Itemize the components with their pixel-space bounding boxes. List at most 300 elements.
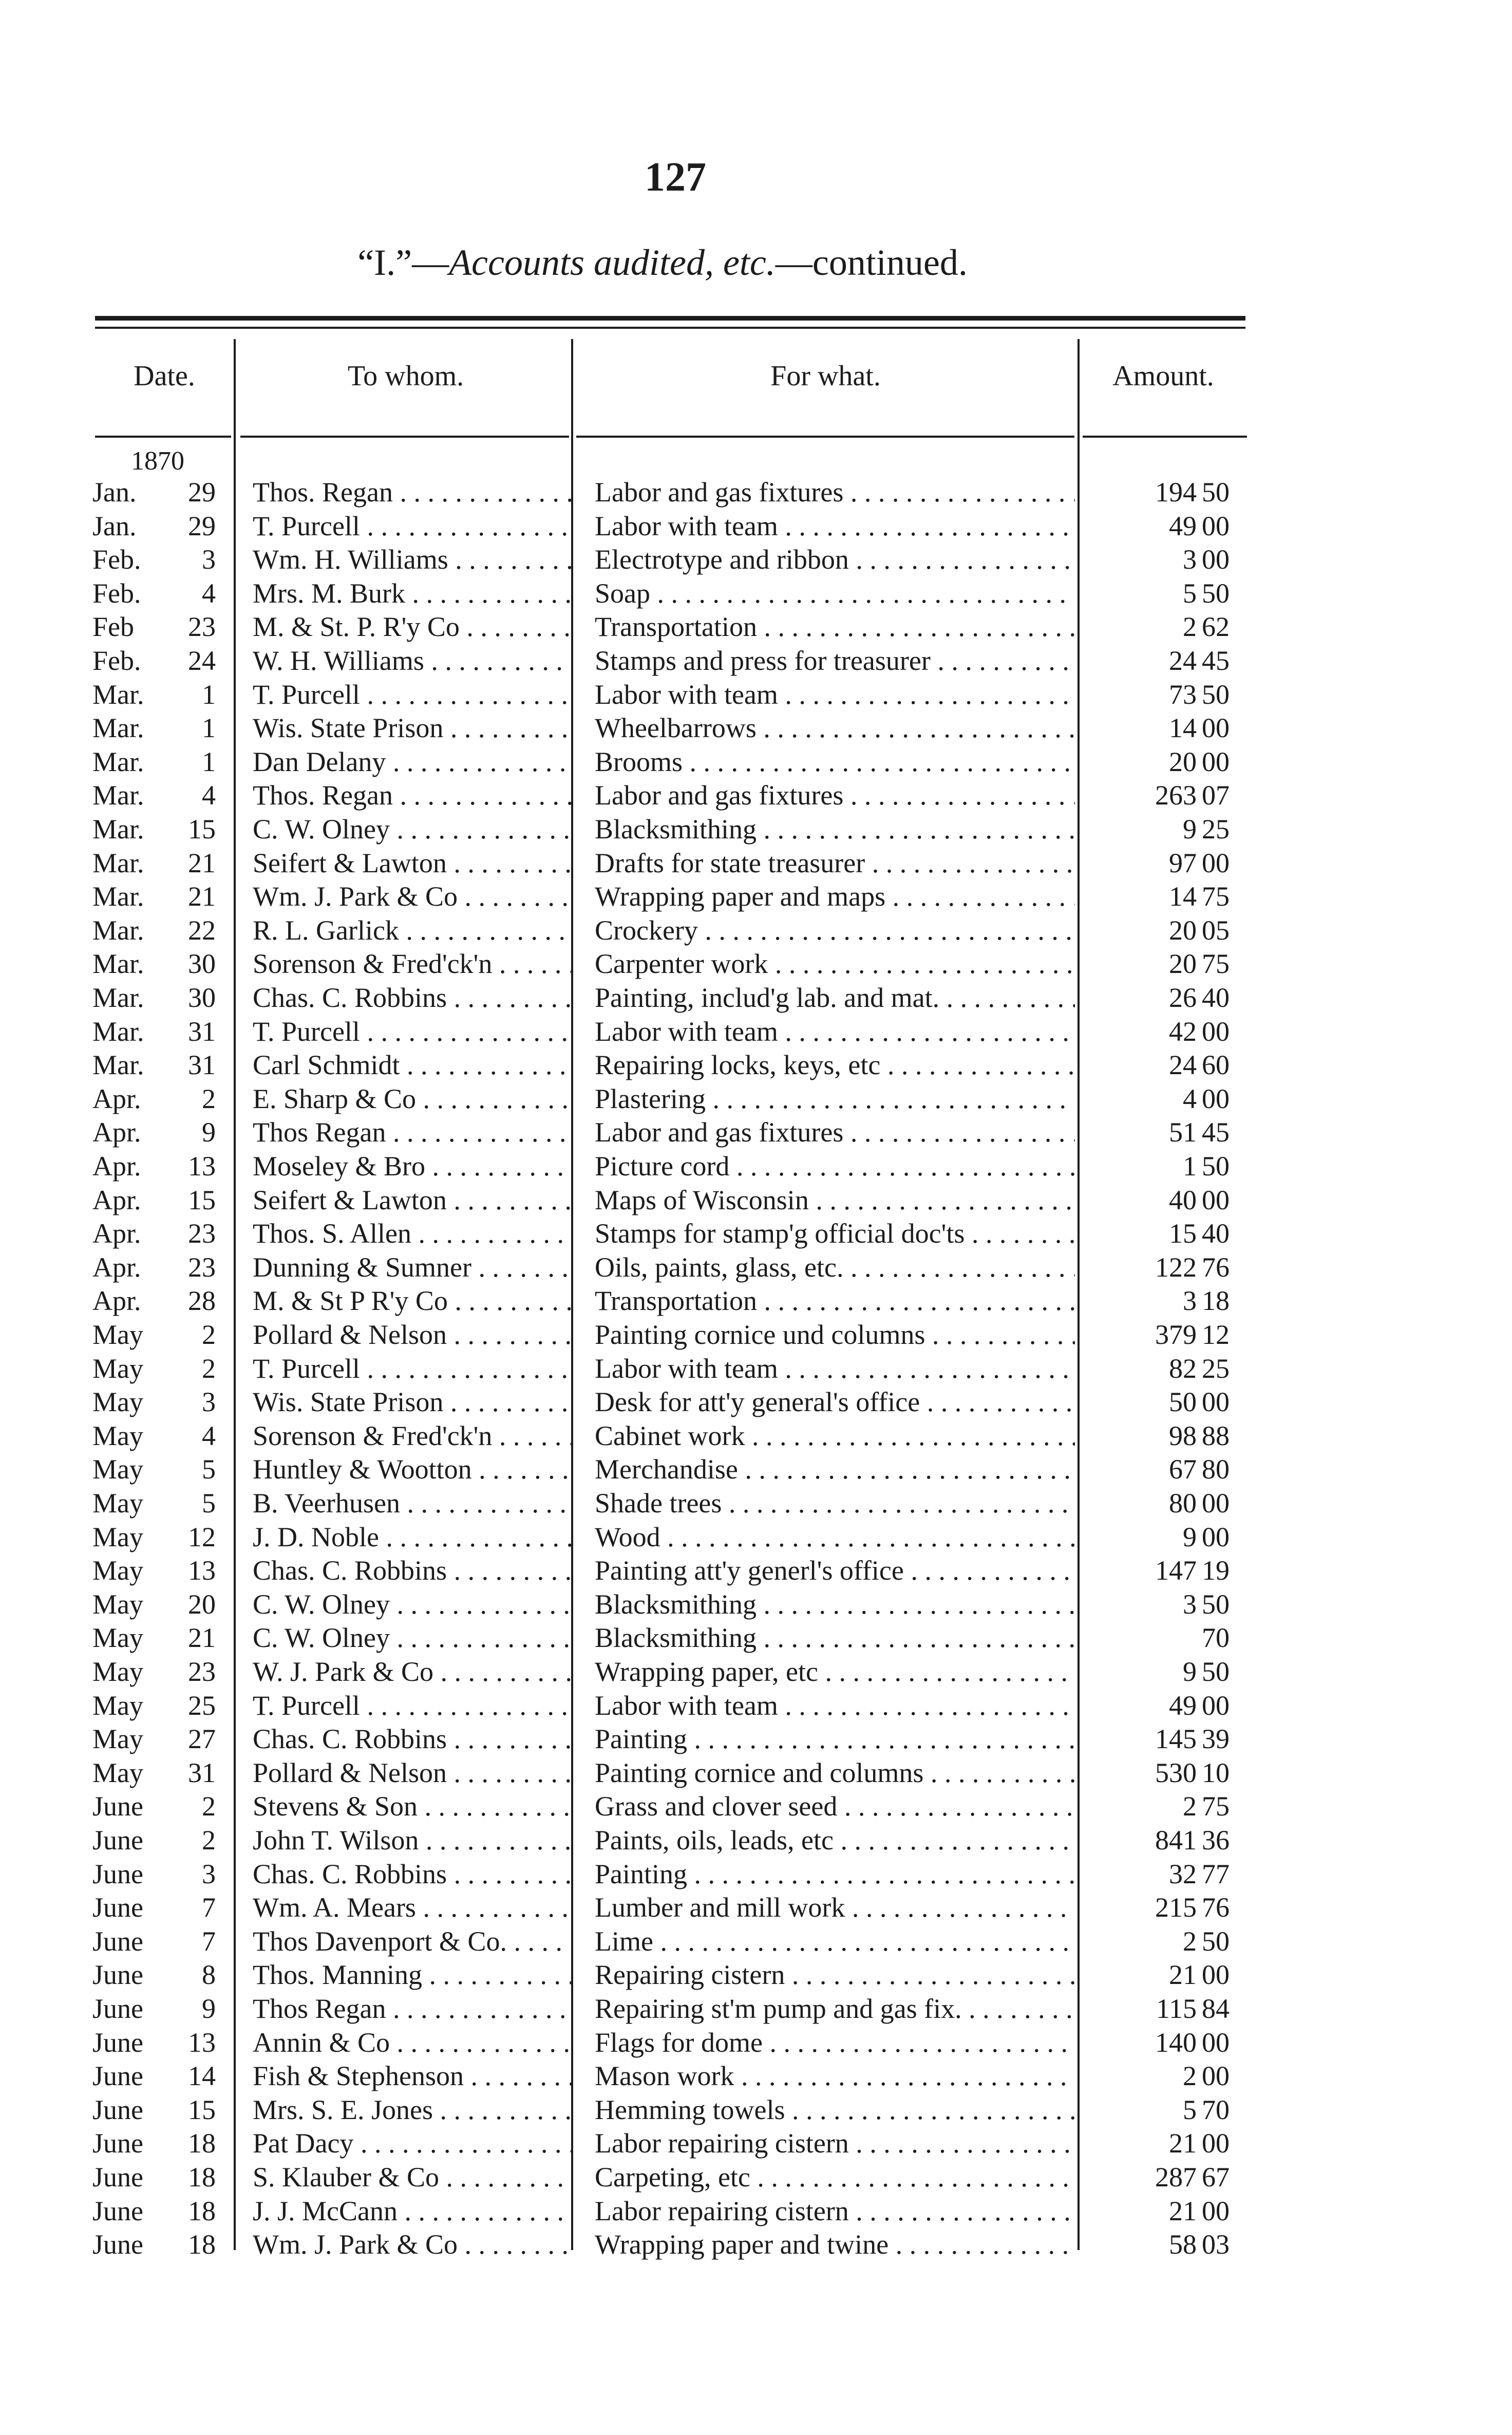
table-row xyxy=(0,1419,1512,1453)
entry-dollars: 14 xyxy=(1169,713,1197,743)
entry-to-whom xyxy=(253,981,571,1015)
entry-day: 24 xyxy=(188,645,216,676)
entry-dollars: 5 xyxy=(1183,2094,1197,2125)
entry-to-whom xyxy=(253,1553,571,1587)
entry-for-what-text: Stamps for stamp'g official doc'ts xyxy=(595,1218,965,1249)
entry-for-what-text: Labor with team xyxy=(595,1353,778,1384)
entry-for-what xyxy=(595,1486,1075,1520)
entry-dollars: 98 xyxy=(1169,1420,1197,1451)
entry-day: 5 xyxy=(202,1488,216,1519)
entry-day: 9 xyxy=(202,1117,216,1148)
entry-dollars: 51 xyxy=(1169,1117,1197,1148)
entry-month: May xyxy=(92,1622,143,1653)
table-row xyxy=(0,1284,1512,1318)
entry-for-what-text: Grass and clover seed xyxy=(595,1791,838,1822)
entry-for-what xyxy=(595,2026,1075,2059)
entry-to-whom-text: Seifert & Lawton xyxy=(253,848,447,878)
entry-for-what xyxy=(595,1992,1075,2026)
entry-dollars: 145 xyxy=(1155,1724,1197,1754)
table-row xyxy=(0,2160,1512,2194)
entry-day: 29 xyxy=(188,511,216,541)
header-date: Date. xyxy=(134,360,195,392)
entry-day: 23 xyxy=(188,1252,216,1283)
entry-month: June xyxy=(92,1993,143,2024)
entry-to-whom xyxy=(253,1115,571,1149)
entry-to-whom-text: Chas. C. Robbins xyxy=(253,1724,447,1754)
entry-for-what xyxy=(595,1553,1075,1587)
entry-to-whom xyxy=(253,509,571,543)
entry-to-whom-text: C. W. Olney xyxy=(253,1589,390,1620)
entry-to-whom-text: Moseley & Bro xyxy=(253,1151,425,1182)
entry-for-what-text: Painting att'y generl's office xyxy=(595,1555,904,1586)
entry-cents: 00 xyxy=(1202,2027,1230,2058)
entry-to-whom-text: Thos. Manning xyxy=(253,1959,422,1990)
entry-day: 18 xyxy=(188,2196,216,2226)
entry-for-what xyxy=(595,1352,1075,1385)
entry-dollars: 42 xyxy=(1169,1016,1197,1047)
table-row xyxy=(0,610,1512,644)
entry-to-whom-text: M. & St. P. R'y Co xyxy=(253,611,460,642)
entry-day: 9 xyxy=(202,1993,216,2024)
entry-for-what xyxy=(595,1284,1075,1318)
entry-month: Jan. xyxy=(92,511,137,541)
entry-dollars: 67 xyxy=(1169,1454,1197,1485)
entry-for-what xyxy=(595,1689,1075,1722)
table-row xyxy=(0,1250,1512,1284)
entry-dollars: 530 xyxy=(1155,1757,1197,1788)
entry-to-whom-text: Thos Davenport & Co. xyxy=(253,1926,507,1957)
entry-to-whom xyxy=(253,1890,571,1924)
entry-dollars: 21 xyxy=(1169,2128,1197,2159)
entry-to-whom xyxy=(253,1216,571,1250)
entry-cents: 39 xyxy=(1202,1724,1230,1754)
entry-to-whom-text: Dan Delany xyxy=(253,746,386,777)
entry-to-whom-text: T. Purcell xyxy=(253,1016,360,1047)
entry-month: Mar. xyxy=(92,780,144,811)
entry-month: May xyxy=(92,1353,143,1384)
entry-to-whom xyxy=(253,2126,571,2160)
entry-to-whom xyxy=(253,1587,571,1621)
entry-dollars: 140 xyxy=(1155,2027,1197,2058)
entry-cents: 40 xyxy=(1202,1218,1230,1249)
table-row xyxy=(0,1318,1512,1352)
page-title-prefix: “I.”— xyxy=(357,242,449,283)
entry-dollars: 263 xyxy=(1155,780,1197,811)
entry-cents: 45 xyxy=(1202,645,1230,676)
table-row xyxy=(0,2026,1512,2059)
entry-for-what xyxy=(595,2059,1075,2093)
entry-for-what-text: Cabinet work xyxy=(595,1420,745,1451)
table-row xyxy=(0,1992,1512,2026)
entry-cents: 50 xyxy=(1202,578,1230,609)
entry-to-whom xyxy=(253,2093,571,2127)
entry-cents: 00 xyxy=(1202,544,1230,575)
entry-for-what xyxy=(595,1318,1075,1352)
entry-for-what-text: Hemming towels xyxy=(595,2094,785,2125)
entry-cents: 25 xyxy=(1202,814,1230,845)
entry-month: Apr. xyxy=(92,1083,141,1114)
entry-month: Mar. xyxy=(92,848,144,878)
entry-month: June xyxy=(92,2061,143,2091)
entry-day: 31 xyxy=(188,1757,216,1788)
entry-to-whom-text: Pollard & Nelson xyxy=(253,1319,447,1350)
entry-cents: 03 xyxy=(1202,2229,1230,2260)
entry-for-what-text: Wrapping paper and maps xyxy=(595,881,886,912)
entry-dollars: 841 xyxy=(1155,1825,1197,1856)
entry-month: Mar. xyxy=(92,1016,144,1047)
entry-month: Mar. xyxy=(92,1050,144,1080)
entry-month: June xyxy=(92,1791,143,1822)
table-row xyxy=(0,947,1512,981)
entry-month: Feb xyxy=(92,611,134,642)
entry-day: 3 xyxy=(202,544,216,575)
entry-cents: 67 xyxy=(1202,2162,1230,2193)
entry-dollars: 58 xyxy=(1169,2229,1197,2260)
entry-for-what-text: Wheelbarrows xyxy=(595,713,757,743)
table-row xyxy=(0,2194,1512,2228)
entry-to-whom-text: R. L. Garlick xyxy=(253,915,399,946)
entry-for-what xyxy=(595,1452,1075,1486)
entry-for-what xyxy=(595,1756,1075,1790)
entry-month: May xyxy=(92,1757,143,1788)
entry-for-what-text: Crockery xyxy=(595,915,698,946)
entry-for-what-text: Blacksmithing xyxy=(595,814,757,845)
entry-for-what-text: Painting xyxy=(595,1859,688,1889)
entry-day: 2 xyxy=(202,1083,216,1114)
entry-dollars: 80 xyxy=(1169,1488,1197,1519)
entry-month: June xyxy=(92,2128,143,2159)
entry-for-what xyxy=(595,947,1075,981)
entry-to-whom xyxy=(253,913,571,947)
entry-for-what xyxy=(595,1015,1075,1048)
entry-for-what xyxy=(595,610,1075,644)
entry-cents: 50 xyxy=(1202,679,1230,710)
entry-to-whom-text: S. Klauber & Co xyxy=(253,2162,439,2193)
entry-for-what xyxy=(595,1857,1075,1891)
entry-for-what xyxy=(595,1250,1075,1284)
entry-for-what-text: Repairing locks, keys, etc xyxy=(595,1050,881,1080)
entry-dollars: 4 xyxy=(1183,1083,1197,1114)
entry-month: May xyxy=(92,1488,143,1519)
entry-to-whom xyxy=(253,1722,571,1756)
entry-cents: 70 xyxy=(1202,1622,1230,1653)
entry-to-whom-text: T. Purcell xyxy=(253,679,360,710)
entry-month: Jan. xyxy=(92,477,137,508)
entry-for-what xyxy=(595,678,1075,711)
entry-day: 7 xyxy=(202,1926,216,1957)
entry-dollars: 14 xyxy=(1169,881,1197,912)
table-row xyxy=(0,913,1512,947)
entry-cents: 00 xyxy=(1202,1488,1230,1519)
entry-to-whom xyxy=(253,1452,571,1486)
entry-cents: 00 xyxy=(1202,2061,1230,2091)
entry-month: Mar. xyxy=(92,915,144,946)
entry-for-what-text: Lumber and mill work xyxy=(595,1892,845,1923)
entry-for-what xyxy=(595,879,1075,913)
entry-month: May xyxy=(92,1387,143,1417)
entry-day: 4 xyxy=(202,780,216,811)
entry-for-what xyxy=(595,1520,1075,1554)
entry-for-what-text: Blacksmithing xyxy=(595,1589,757,1620)
table-row xyxy=(0,1689,1512,1722)
entry-cents: 00 xyxy=(1202,1083,1230,1114)
entry-dollars: 215 xyxy=(1155,1892,1197,1923)
entry-for-what xyxy=(595,1621,1075,1655)
entry-to-whom-text: Mrs. S. E. Jones xyxy=(253,2094,433,2125)
entry-dollars: 50 xyxy=(1169,1387,1197,1417)
entry-dollars: 73 xyxy=(1169,679,1197,710)
entry-cents: 40 xyxy=(1202,982,1230,1013)
entry-day: 7 xyxy=(202,1892,216,1923)
entry-for-what xyxy=(595,812,1075,846)
entry-day: 18 xyxy=(188,2229,216,2260)
entry-cents: 88 xyxy=(1202,1420,1230,1451)
entry-dollars: 20 xyxy=(1169,915,1197,946)
entry-to-whom-text: T. Purcell xyxy=(253,511,360,541)
entry-dollars: 40 xyxy=(1169,1185,1197,1215)
entry-day: 23 xyxy=(188,1218,216,1249)
entry-month: Apr. xyxy=(92,1185,141,1215)
entry-cents: 76 xyxy=(1202,1892,1230,1923)
entry-month: May xyxy=(92,1690,143,1721)
entry-for-what xyxy=(595,711,1075,745)
entry-day: 13 xyxy=(188,1555,216,1586)
entry-month: June xyxy=(92,1859,143,1889)
entry-for-what xyxy=(595,1722,1075,1756)
entry-to-whom xyxy=(253,947,571,981)
entry-month: May xyxy=(92,1454,143,1485)
table-row xyxy=(0,1352,1512,1385)
entry-for-what xyxy=(595,778,1075,812)
entry-for-what-text: Labor with team xyxy=(595,1690,778,1721)
entry-cents: 00 xyxy=(1202,1690,1230,1721)
entry-to-whom xyxy=(253,1284,571,1318)
entry-for-what-text: Painting, includ'g lab. and mat. xyxy=(595,982,940,1013)
entry-for-what xyxy=(595,475,1075,509)
entry-for-what-text: Stamps and press for treasurer xyxy=(595,645,931,676)
entry-to-whom-text: J. D. Noble xyxy=(253,1522,379,1552)
entry-day: 2 xyxy=(202,1353,216,1384)
table-row xyxy=(0,1115,1512,1149)
entry-to-whom-text: Huntley & Wootton xyxy=(253,1454,472,1485)
entry-dollars: 24 xyxy=(1169,645,1197,676)
entry-for-what-text: Picture cord xyxy=(595,1151,730,1182)
table-row xyxy=(0,1655,1512,1689)
entry-day: 8 xyxy=(202,1959,216,1990)
entry-month: Mar. xyxy=(92,746,144,777)
entry-dollars: 49 xyxy=(1169,1690,1197,1721)
entry-to-whom-text: J. J. McCann xyxy=(253,2196,398,2226)
entry-month: May xyxy=(92,1522,143,1552)
entry-month: June xyxy=(92,1825,143,1856)
entry-cents: 00 xyxy=(1202,713,1230,743)
entry-day: 2 xyxy=(202,1825,216,1856)
table-row xyxy=(0,2093,1512,2127)
entry-cents: 07 xyxy=(1202,780,1230,811)
table-row xyxy=(0,2227,1512,2261)
entry-to-whom xyxy=(253,1183,571,1217)
entry-for-what xyxy=(595,2194,1075,2228)
entry-to-whom-text: Thos Regan xyxy=(253,1117,386,1148)
entry-month: May xyxy=(92,1420,143,1451)
entry-dollars: 3 xyxy=(1183,1589,1197,1620)
entry-for-what xyxy=(595,1183,1075,1217)
entry-to-whom xyxy=(253,778,571,812)
entry-to-whom-text: Wm. J. Park & Co xyxy=(253,2229,458,2260)
table-row xyxy=(0,1621,1512,1655)
entry-cents: 00 xyxy=(1202,848,1230,878)
entry-for-what-text: Labor and gas fixtures xyxy=(595,780,844,811)
entry-cents: 70 xyxy=(1202,2094,1230,2125)
table-row xyxy=(0,542,1512,576)
entry-for-what xyxy=(595,576,1075,610)
entry-day: 27 xyxy=(188,1724,216,1754)
entry-cents: 19 xyxy=(1202,1555,1230,1586)
entry-for-what xyxy=(595,745,1075,779)
table-row xyxy=(0,1722,1512,1756)
entry-day: 29 xyxy=(188,477,216,508)
entry-dollars: 20 xyxy=(1169,746,1197,777)
entry-month: May xyxy=(92,1656,143,1687)
entry-to-whom-text: Thos. S. Allen xyxy=(253,1218,412,1249)
entry-for-what xyxy=(595,1958,1075,1992)
entry-for-what xyxy=(595,1823,1075,1857)
entry-for-what-text: Carpeting, etc xyxy=(595,2162,750,2193)
entry-dollars: 21 xyxy=(1169,1959,1197,1990)
entry-to-whom-text: Chas. C. Robbins xyxy=(253,1555,447,1586)
entry-dollars: 1 xyxy=(1183,1151,1197,1182)
entry-dollars: 2 xyxy=(1183,2061,1197,2091)
entry-month: June xyxy=(92,1892,143,1923)
entry-to-whom xyxy=(253,542,571,576)
table-row xyxy=(0,644,1512,678)
entry-day: 18 xyxy=(188,2162,216,2193)
entry-to-whom-text: Seifert & Lawton xyxy=(253,1185,447,1215)
entry-to-whom-text: Wm. A. Mears xyxy=(253,1892,416,1923)
entry-day: 28 xyxy=(188,1285,216,1316)
entry-to-whom xyxy=(253,1318,571,1352)
entry-cents: 60 xyxy=(1202,1050,1230,1080)
entry-for-what-text: Maps of Wisconsin xyxy=(595,1185,809,1215)
entry-to-whom-text: Carl Schmidt xyxy=(253,1050,400,1080)
entry-for-what xyxy=(595,2227,1075,2261)
entry-to-whom xyxy=(253,711,571,745)
table-row xyxy=(0,778,1512,812)
entry-to-whom xyxy=(253,576,571,610)
entry-month: Apr. xyxy=(92,1151,141,1182)
entry-for-what-text: Painting xyxy=(595,1724,688,1754)
table-row xyxy=(0,981,1512,1015)
entry-to-whom xyxy=(253,644,571,678)
entry-for-what xyxy=(595,1655,1075,1689)
entry-for-what-text: Electrotype and ribbon xyxy=(595,544,849,575)
table-row xyxy=(0,812,1512,846)
entry-for-what xyxy=(595,1216,1075,1250)
entry-for-what-text: Paints, oils, leads, etc xyxy=(595,1825,834,1856)
entry-day: 23 xyxy=(188,611,216,642)
table-row xyxy=(0,1823,1512,1857)
page-title-italic: Accounts audited, etc. xyxy=(449,242,776,283)
entry-for-what xyxy=(595,1789,1075,1823)
entry-dollars: 82 xyxy=(1169,1353,1197,1384)
entry-cents: 36 xyxy=(1202,1825,1230,1856)
entry-for-what-text: Lime xyxy=(595,1926,653,1957)
entry-cents: 00 xyxy=(1202,746,1230,777)
table-row xyxy=(0,1385,1512,1419)
entry-cents: 00 xyxy=(1202,2128,1230,2159)
entry-to-whom xyxy=(253,1689,571,1722)
entry-to-whom-text: Thos. Regan xyxy=(253,477,393,508)
entry-cents: 50 xyxy=(1202,1151,1230,1182)
entry-to-whom xyxy=(253,2026,571,2059)
entry-to-whom xyxy=(253,1419,571,1453)
table-row xyxy=(0,745,1512,779)
entry-cents: 62 xyxy=(1202,611,1230,642)
entry-month: June xyxy=(92,2027,143,2058)
entry-day: 13 xyxy=(188,1151,216,1182)
entry-dollars: 147 xyxy=(1155,1555,1197,1586)
entry-to-whom-text: Thos Regan xyxy=(253,1993,386,2024)
entry-cents: 00 xyxy=(1202,2196,1230,2226)
entry-month: June xyxy=(92,2229,143,2260)
table-row xyxy=(0,1216,1512,1250)
entry-day: 30 xyxy=(188,982,216,1013)
entry-for-what-text: Repairing st'm pump and gas fix. xyxy=(595,1993,962,2024)
entry-day: 15 xyxy=(188,1185,216,1215)
entry-to-whom xyxy=(253,1250,571,1284)
entry-dollars: 2 xyxy=(1183,1926,1197,1957)
table-row xyxy=(0,1756,1512,1790)
entry-cents: 00 xyxy=(1202,1522,1230,1552)
entry-day: 21 xyxy=(188,848,216,878)
entry-day: 1 xyxy=(202,679,216,710)
entry-to-whom-text: John T. Wilson xyxy=(253,1825,419,1856)
entry-to-whom-text: Sorenson & Fred'ck'n xyxy=(253,1420,493,1451)
entry-cents: 50 xyxy=(1202,477,1230,508)
entry-month: Apr. xyxy=(92,1252,141,1283)
entry-for-what-text: Desk for att'y general's office xyxy=(595,1387,920,1417)
entry-to-whom xyxy=(253,1789,571,1823)
table-row xyxy=(0,1082,1512,1116)
table-row xyxy=(0,1587,1512,1621)
entry-for-what-text: Oils, paints, glass, etc. xyxy=(595,1252,844,1283)
entry-for-what-text: Wood xyxy=(595,1522,660,1552)
entry-month: May xyxy=(92,1555,143,1586)
entry-day: 3 xyxy=(202,1387,216,1417)
table-row xyxy=(0,1015,1512,1048)
entry-month: Feb. xyxy=(92,578,141,609)
entry-for-what-text: Labor with team xyxy=(595,511,778,541)
entry-for-what xyxy=(595,1149,1075,1183)
entry-for-what-text: Labor with team xyxy=(595,1016,778,1047)
entry-month: June xyxy=(92,1959,143,1990)
entry-for-what xyxy=(595,1385,1075,1419)
entry-cents: 77 xyxy=(1202,1859,1230,1889)
entry-for-what xyxy=(595,981,1075,1015)
entry-for-what-text: Mason work xyxy=(595,2061,734,2091)
entry-day: 5 xyxy=(202,1454,216,1485)
entry-month: Apr. xyxy=(92,1285,141,1316)
entry-day: 4 xyxy=(202,1420,216,1451)
entry-for-what-text: Painting cornice and columns xyxy=(595,1757,924,1788)
entry-month: Mar. xyxy=(92,814,144,845)
table-row xyxy=(0,1149,1512,1183)
entry-day: 1 xyxy=(202,713,216,743)
entry-dollars: 9 xyxy=(1183,1522,1197,1552)
entry-to-whom xyxy=(253,846,571,880)
entry-for-what xyxy=(595,846,1075,880)
entry-to-whom-text: B. Veerhusen xyxy=(253,1488,400,1519)
